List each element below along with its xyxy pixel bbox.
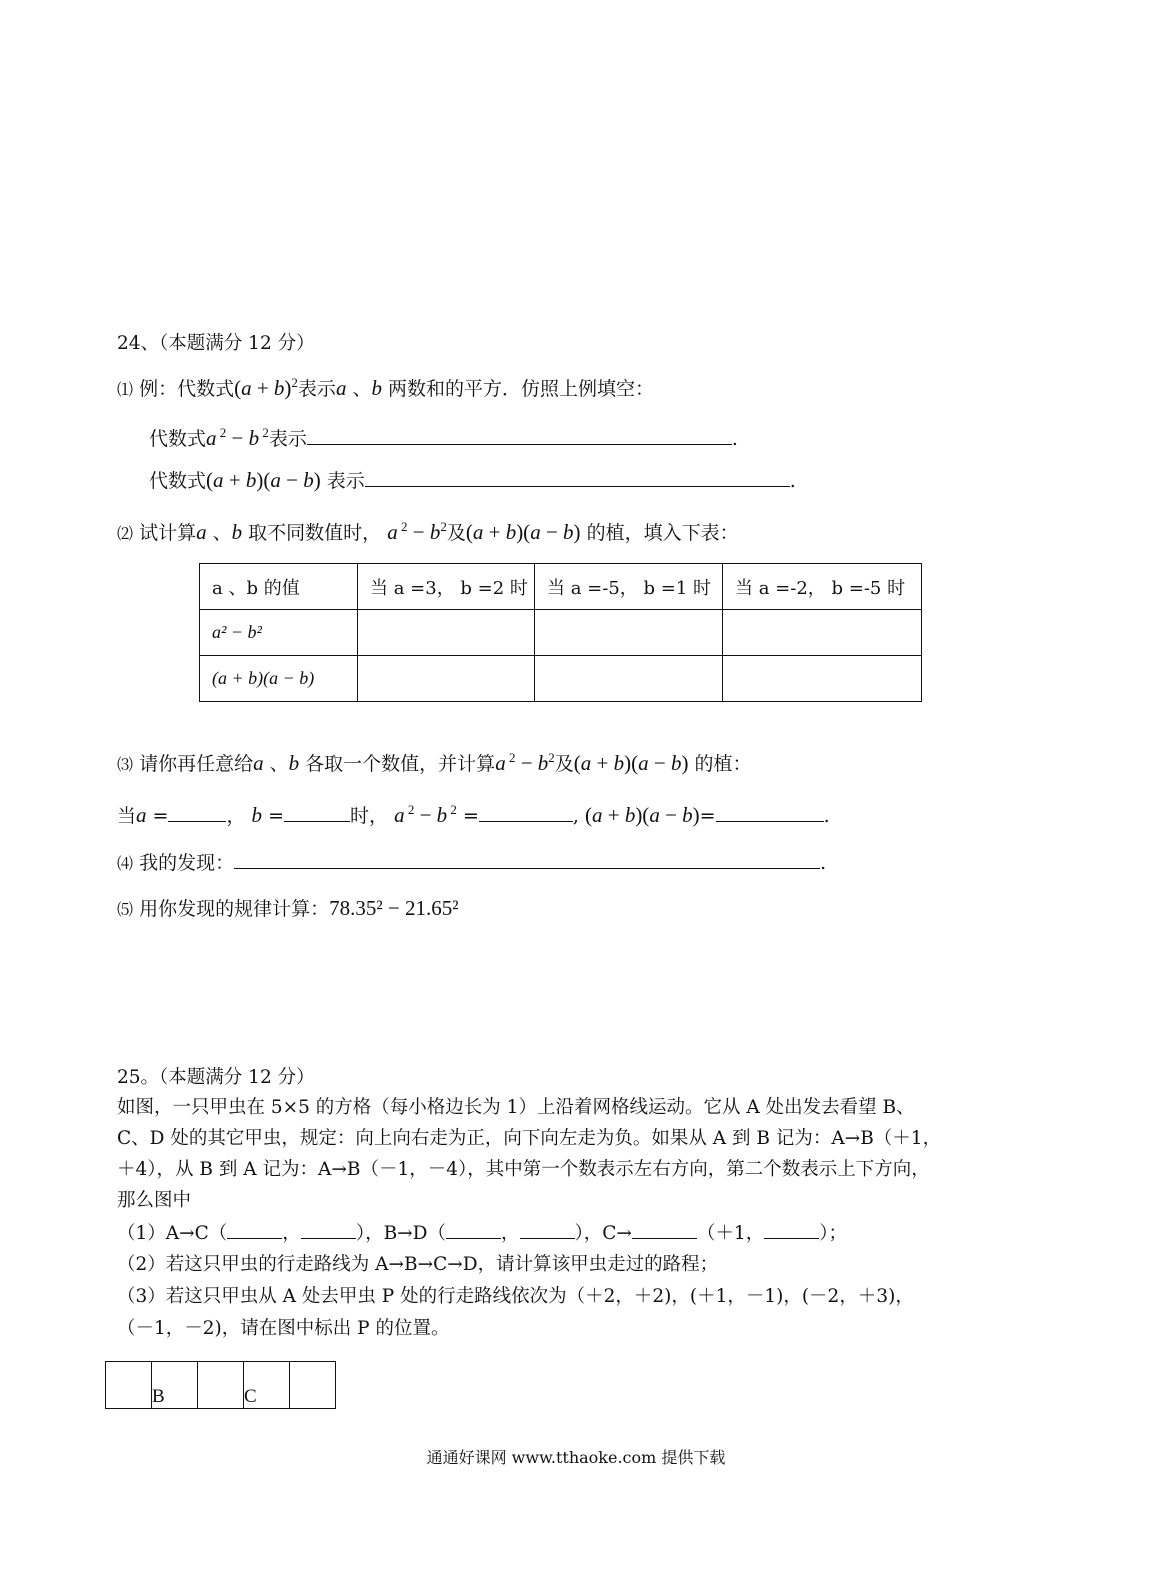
- part-number: ⑷: [117, 854, 134, 873]
- text: ，: [501, 1223, 520, 1244]
- q24-line-b: 代数式(a + b)(a − b) 表示 .: [149, 468, 796, 492]
- table-row-label: a² − b²: [200, 610, 358, 656]
- q25-sub3b: （－1，－2)，请在图中标出 P 的位置。: [117, 1318, 450, 1339]
- answer-cell[interactable]: [723, 656, 922, 702]
- text: 及: [446, 522, 466, 544]
- text: 各取一个数值，并计算: [305, 753, 496, 775]
- q24-table: [199, 563, 922, 702]
- answer-blank[interactable]: [764, 1237, 819, 1239]
- answer-blank[interactable]: [479, 820, 573, 822]
- answer-cell[interactable]: [535, 656, 723, 702]
- grid-cell: [198, 1362, 244, 1409]
- math-expression: 78.35² − 21.65²: [329, 896, 459, 920]
- table-header-cell: 当 a =-2， b =-5 时: [723, 564, 922, 610]
- text: .: [731, 428, 738, 450]
- table-header-cell: 当 a =-5， b =1 时: [535, 564, 723, 610]
- text: 的植：: [694, 753, 752, 775]
- table-header-row: [200, 564, 922, 610]
- answer-cell[interactable]: [535, 610, 723, 656]
- q24-part5: [117, 894, 459, 921]
- answer-blank[interactable]: [520, 1237, 575, 1239]
- answer-cell[interactable]: [358, 610, 535, 656]
- text: 试计算: [139, 522, 197, 544]
- answer-blank[interactable]: [446, 1237, 501, 1239]
- text: 当: [117, 805, 137, 827]
- answer-cell[interactable]: [723, 610, 922, 656]
- answer-blank[interactable]: [632, 1237, 697, 1239]
- table-row-label: (a + b)(a − b): [200, 656, 358, 702]
- q24-part2: ⑵ 试计算a 、b 取不同数值时， a $^2 - b^2$及(a + b)(a − b) 的植，填入下表：: [117, 519, 739, 544]
- q25-sub1: [117, 1218, 1037, 1249]
- text: 代数式: [149, 428, 207, 450]
- text: ），B→D（: [355, 1223, 446, 1244]
- answer-blank[interactable]: [301, 1237, 356, 1239]
- grid-cell-c: C: [244, 1362, 290, 1409]
- text: .: [823, 805, 830, 827]
- q25-title: 25。（本题满分 12 分）: [117, 1067, 315, 1088]
- text: ），C→: [574, 1223, 632, 1244]
- answer-blank[interactable]: [365, 485, 790, 487]
- text: 时，: [350, 805, 389, 827]
- text: 表示: [268, 428, 307, 450]
- q24-part1: ⑴ 例：代数式$(a + b)^2$表示a 、b 两数和的平方．仿照上例填空：: [117, 375, 655, 400]
- table-row: [200, 610, 922, 656]
- q24-part3-answers: 当a = ， b = 时， a $^2$ − b $^2$ = , (a + b)(a − b)= .: [117, 802, 830, 827]
- a-value-blank[interactable]: [168, 820, 226, 822]
- finding-blank[interactable]: [234, 867, 820, 869]
- text: 两数和的平方．仿照上例填空：: [388, 378, 655, 400]
- q25-line: C、D 处的其它甲虫，规定：向上向右走为正，向下向左走为负。如果从 A 到 B 记为：A→B（＋1，: [117, 1128, 942, 1149]
- q25-line: ＋4），从 B 到 A 记为：A→B（－1，－4），其中第一个数表示左右方向，第二个数表示上下方向，: [117, 1159, 930, 1180]
- text: 请你再任意给: [139, 753, 254, 775]
- grid-cell: [106, 1362, 152, 1409]
- text: 的植，填入下表：: [586, 522, 739, 544]
- text: .: [789, 470, 796, 492]
- answer-blank[interactable]: [307, 443, 732, 445]
- table-header-cell: a 、b 的值: [200, 564, 358, 610]
- answer-blank[interactable]: [716, 820, 824, 822]
- part-number: ⑴: [117, 380, 134, 399]
- text: .: [820, 852, 827, 874]
- text: 用你发现的规律计算：: [139, 898, 330, 920]
- answer-cell[interactable]: [358, 656, 535, 702]
- part-number: ⑶: [117, 755, 134, 774]
- q24-part4: [117, 848, 826, 875]
- text: 取不同数值时，: [248, 522, 382, 544]
- q24-line-a: 代数式a $^2$ − b $^2$表示 .: [149, 425, 738, 450]
- table-header-cell: 当 a =3， b =2 时: [358, 564, 535, 610]
- footer: 通通好课网 www.tthaoke.com 提供下载: [426, 1448, 726, 1467]
- text: ）；: [819, 1223, 847, 1244]
- text: 及: [554, 753, 574, 775]
- q25-sub3: （3）若这只甲虫从 A 处去甲虫 P 处的行走路线依次为（＋2，＋2)，(＋1，－1)，(－2，＋3)，: [117, 1286, 914, 1307]
- part-number: ⑸: [117, 900, 134, 919]
- text: ，: [282, 1223, 301, 1244]
- text: 代数式: [149, 470, 207, 492]
- text: 我的发现：: [139, 852, 235, 874]
- q24-part3: ⑶ 请你再任意给a 、b 各取一个数值，并计算a $^2 - b^2$及(a + b)(a − b) 的植：: [117, 750, 752, 775]
- table-row: [200, 656, 922, 702]
- b-value-blank[interactable]: [284, 820, 350, 822]
- answer-blank[interactable]: [227, 1237, 282, 1239]
- text: 例：代数式: [139, 378, 235, 400]
- text: 表示: [297, 378, 336, 400]
- q25-line: 如图，一只甲虫在 5×5 的方格（每小格边长为 1）上沿着网格线运动。它从 A 处出发去看望 B、: [117, 1097, 915, 1118]
- grid-cell: [290, 1362, 336, 1409]
- q24-title: 24、（本题满分 12 分）: [117, 333, 315, 354]
- text: （＋1，: [696, 1223, 765, 1244]
- text: （1）A→C（: [117, 1223, 228, 1244]
- grid-cell-b: B: [152, 1362, 198, 1409]
- grid-figure: [105, 1361, 336, 1409]
- part-number: ⑵: [117, 524, 134, 543]
- text: 表示: [326, 470, 365, 492]
- q25-sub2: （2）若这只甲虫的行走路线为 A→B→C→D，请计算该甲虫走过的路程；: [117, 1254, 719, 1275]
- q25-line: 那么图中: [117, 1190, 192, 1211]
